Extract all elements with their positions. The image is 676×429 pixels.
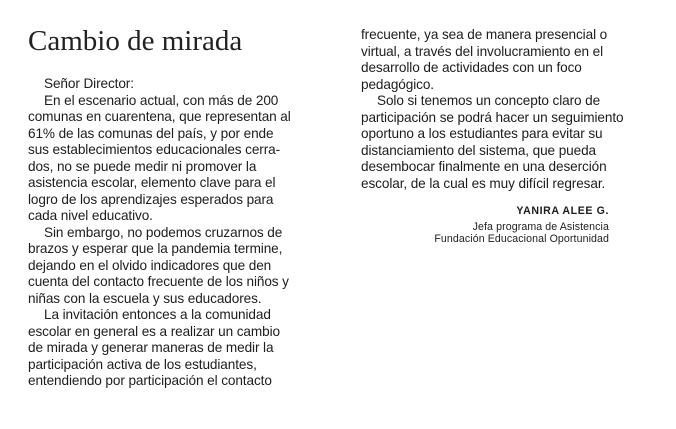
- text-line: de mirada y generar maneras de medir la: [28, 340, 274, 355]
- text-line: dos, no se puede medir ni promover la: [28, 158, 257, 174]
- text-line: entendiendo por participación el contacto: [28, 373, 272, 388]
- text-line: cada nivel educativo.: [28, 208, 153, 223]
- text-line: dejando en el olvido indicadores que den: [28, 257, 272, 273]
- text-line: Solo si tenemos un concepto claro de: [377, 93, 601, 108]
- signature-block: [434, 205, 609, 246]
- text-line: En el escenario actual, con más de 200: [44, 92, 279, 108]
- text-line: participación se podrá hacer un seguimiento: [361, 109, 624, 125]
- text-line: comunas en cuarentena, que representan al: [28, 109, 291, 124]
- text-line: brazos y esperar que la pandemia termine,: [28, 241, 283, 256]
- text-line: logro de los aprendizajes esperados para: [28, 191, 274, 207]
- text-line: La invitación entonces a la comunidad: [44, 307, 271, 322]
- text-line: desarrollo de actividades con un foco: [361, 60, 582, 75]
- signature-name: YANIRA ALEE G.: [516, 205, 609, 217]
- text-line: desembocar finalmente en una deserción: [361, 159, 607, 174]
- text-line: Señor Director:: [44, 76, 134, 91]
- letter-title: Cambio de mirada: [28, 25, 243, 57]
- text-line: participación activa de los estudiantes,: [28, 356, 257, 372]
- text-line: Sin embargo, no podemos cruzarnos de: [44, 224, 283, 240]
- text-line: oportuno a los estudiantes para evitar su: [361, 126, 603, 141]
- text-line: escolar en general es a realizar un cambio: [28, 323, 280, 339]
- text-line: sus establecimientos educacionales cerra-: [28, 142, 281, 157]
- signature-role: Jefa programa de Asistencia: [472, 220, 609, 233]
- text-line: pedagógico.: [361, 76, 434, 92]
- text-line: distanciamiento del sistema, que pueda: [361, 142, 596, 158]
- text-line: virtual, a través del involucramiento en el: [361, 43, 604, 59]
- left-column: [28, 76, 291, 390]
- text-line: frecuente, ya sea de manera presencial o: [361, 27, 608, 42]
- right-column: [361, 27, 624, 192]
- text-line: asistencia escolar, elemento clave para el: [28, 175, 276, 190]
- signature-organization: Fundación Educacional Oportunidad: [434, 233, 609, 246]
- text-line: 61% de las comunas del país, y por ende: [28, 125, 274, 141]
- text-line: cuenta del contacto frecuente de los niños y: [28, 274, 289, 289]
- text-line: escolar, de la cual es muy difícil regresar.: [361, 175, 606, 191]
- text-line: niñas con la escuela y sus educadores.: [28, 290, 262, 306]
